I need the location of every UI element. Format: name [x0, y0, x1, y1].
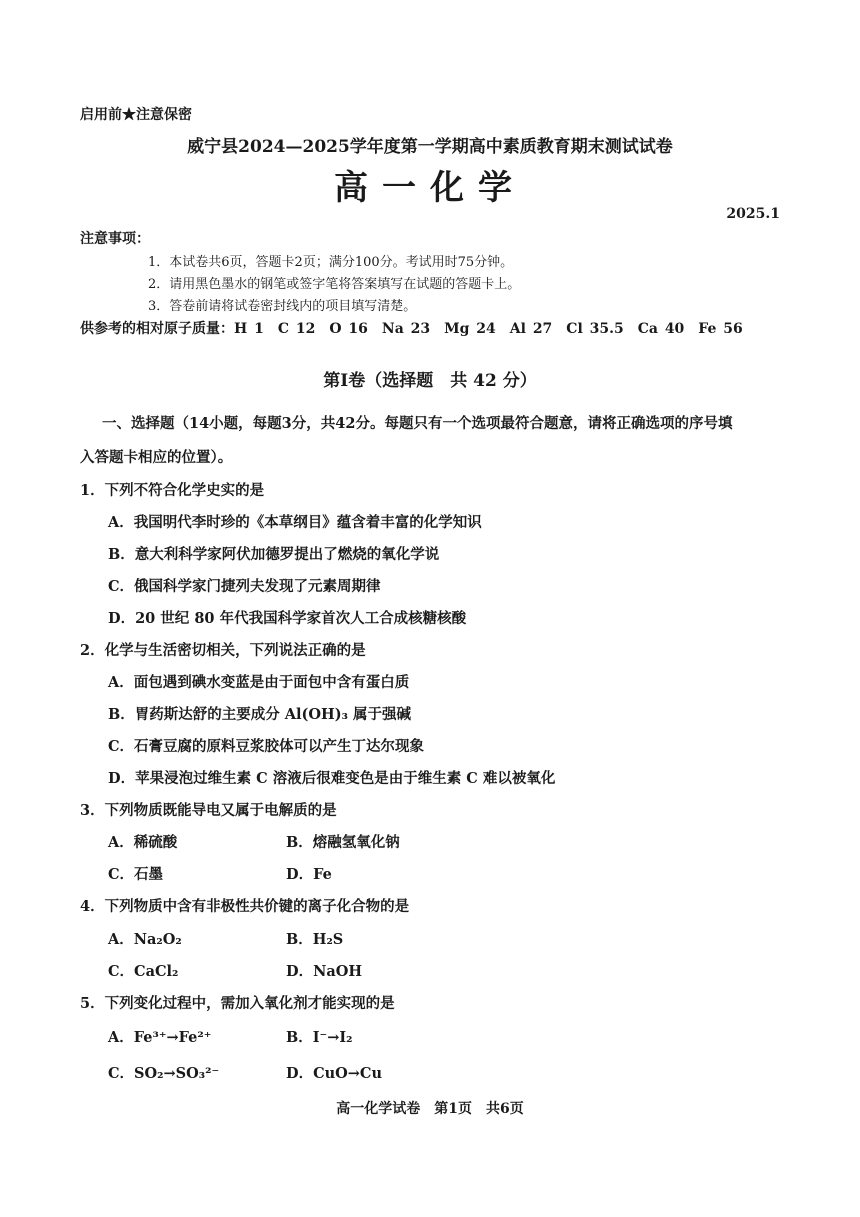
part-title: 第Ⅰ卷（选择题 共 42 分） [323, 371, 537, 391]
question-stem: 2．化学与生活密切相关，下列说法正确的是 [80, 642, 366, 659]
option-a: A．面包遇到碘水变蓝是由于面包中含有蛋白质 [108, 674, 410, 691]
option-c: C．石膏豆腐的原料豆浆胶体可以产生丁达尔现象 [108, 738, 425, 755]
question-stem: 5．下列变化过程中，需加入氧化剂才能实现的是 [80, 995, 395, 1012]
question-stem: 4．下列物质中含有非极性共价键的离子化合物的是 [80, 898, 410, 915]
option-c: C．石墨 [108, 866, 164, 883]
option-b: B．胃药斯达舒的主要成分 Al(OH)₃ 属于强碱 [108, 706, 412, 723]
page-footer: 高一化学试卷 第1页 共6页 [336, 1101, 524, 1117]
exam-title: 威宁县2024—2025学年度第一学期高中素质教育期末测试试卷 [187, 137, 673, 157]
question-stem: 1．下列不符合化学史实的是 [80, 482, 265, 499]
option-c: C．SO₂→SO₃²⁻ [108, 1065, 220, 1082]
option-b: B．H₂S [286, 931, 344, 948]
option-d: D．Fe [286, 866, 332, 883]
question-stem: 3．下列物质既能导电又属于电解质的是 [80, 802, 337, 819]
exam-date: 2025.1 [726, 206, 780, 222]
confidential-label: 启用前★注意保密 [80, 107, 192, 123]
option-b: B．熔融氢氧化钠 [286, 834, 400, 851]
section-instructions-cont: 入答题卡相应的位置）。 [80, 449, 233, 466]
option-a: A．Fe³⁺→Fe²⁺ [108, 1029, 212, 1046]
option-a: A．稀硫酸 [108, 834, 178, 851]
option-a: A．Na₂O₂ [108, 931, 182, 948]
option-d: D．苹果浸泡过维生素 C 溶液后很难变色是由于维生素 C 难以被氧化 [108, 770, 556, 787]
option-b: B．I⁻→I₂ [286, 1029, 353, 1046]
option-c: C．俄国科学家门捷列夫发现了元素周期律 [108, 578, 381, 595]
option-c: C．CaCl₂ [108, 963, 179, 980]
notice-item: 2．请用黑色墨水的钢笔或签字笔将答案填写在试题的答题卡上。 [148, 277, 521, 292]
notice-heading: 注意事项： [80, 231, 150, 247]
notice-item: 1．本试卷共6页，答题卡2页；满分100分。考试用时75分钟。 [148, 255, 514, 270]
option-d: D．NaOH [286, 963, 363, 980]
subject-title: 高一化学 [334, 168, 526, 208]
option-b: B．意大利科学家阿伏加德罗提出了燃烧的氧化学说 [108, 546, 440, 563]
notice-item: 3．答卷前请将试卷密封线内的项目填写清楚。 [148, 299, 417, 314]
atomic-masses: 供参考的相对原子质量：H 1 C 12 O 16 Na 23 Mg 24 Al 27 Cl 35.5 Ca 40 Fe 56 [80, 321, 743, 337]
option-d: D．CuO→Cu [286, 1065, 383, 1082]
option-a: A．我国明代李时珍的《本草纲目》蕴含着丰富的化学知识 [108, 514, 482, 531]
section-instructions: 一、选择题（14小题，每题3分，共42分。每题只有一个选项最符合题意，请将正确选项的序号填 [102, 415, 733, 432]
option-d: D．20 世纪 80 年代我国科学家首次人工合成核糖核酸 [108, 610, 467, 627]
